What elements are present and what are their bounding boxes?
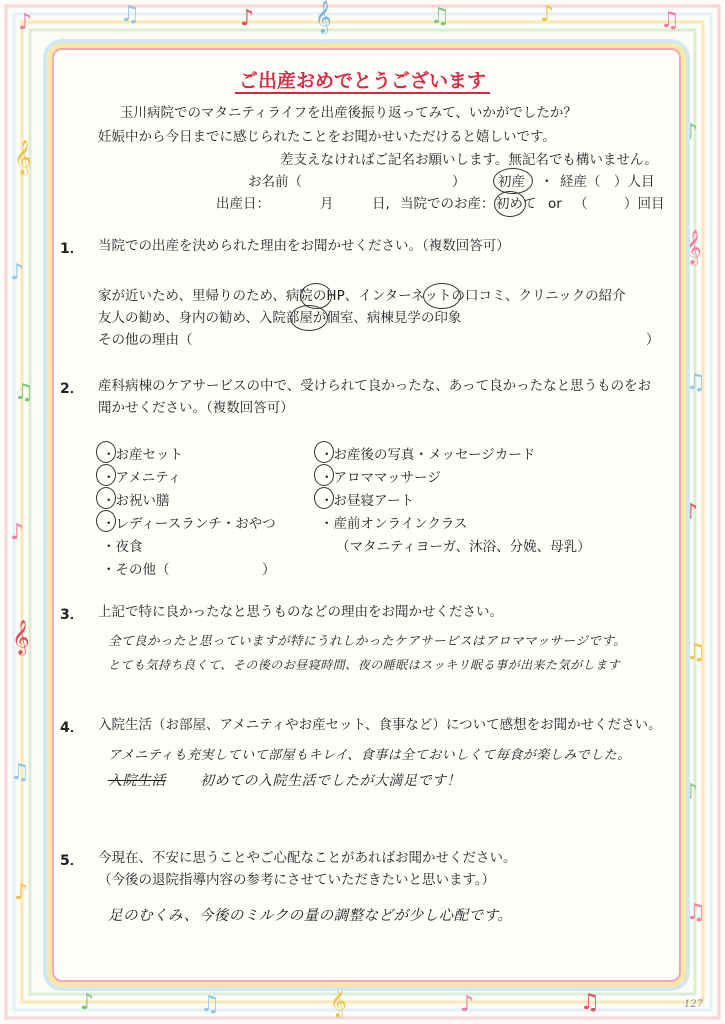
parity-separator: ・ [540,174,554,190]
music-note-icon: ♫ [10,760,30,785]
intro-line-3: 差支えなければご記名お願いします。無記名でも構いません。 [280,152,658,168]
music-note-icon: ♪ [14,880,29,905]
selected-circle [290,305,328,331]
selected-circle [314,464,334,486]
q1-number: 1． [60,241,84,257]
q5-question: 今現在、不安に思うことやご心配なことがあればお聞かせください。 [98,850,517,866]
music-note-icon: ♪ [80,990,95,1015]
music-note-icon: ♫ [430,4,450,29]
music-note-icon: ♪ [684,500,699,525]
q1-other-label: その他の理由（ [98,332,193,348]
q4-answer-line-2: 初めての入院生活でしたが大満足です！ [200,773,461,789]
selected-circle [423,283,461,309]
q2-number: 2． [60,381,84,397]
selected-circle [494,191,526,217]
name-field-close: ） [452,174,466,190]
times-close: ）回目 [624,196,665,212]
name-label: お名前（ [248,174,302,190]
q2-option-right-detail: （マタニティヨーガ、沐浴、分娩、母乳） [336,539,591,555]
q4-answer-struck: 入院生活 [108,773,166,789]
first-time-option[interactable]: 初めて [496,196,537,212]
treble-clef-icon: 𝄞 [12,620,30,655]
q4-answer-line-1: アメニティも充実していて部屋もキレイ、食事は全ておいしくて毎食が楽しみでした。 [108,748,631,763]
q2-option-left[interactable]: ・お産セット [102,447,183,463]
q2-option-left[interactable]: ・その他（ [102,562,170,578]
intro-line-1: 玉川病院でのマタニティライフを出産後振り返ってみて、いかがでしたか？ [120,105,577,121]
q5-subtext: （今後の退院指導内容の参考にさせていただきたいと思います。） [98,872,496,888]
treble-clef-icon: 𝄞 [14,140,32,175]
q4-question: 入院生活（お部屋、アメニティやお産セット、食事など）について感想をお聞かせください。 [98,717,662,733]
music-note-icon: ♫ [120,2,140,27]
music-note-icon: ♪ [240,6,255,31]
treble-clef-icon: 𝄞 [684,230,702,265]
music-note-icon: ♫ [686,900,706,925]
music-note-icon: ♫ [14,380,34,405]
q3-answer-line-2: とても気持ち良くて、その後のお昼寝時間、夜の睡眠はスッキリ眠る事が出来た気がします [108,658,621,672]
q2-option-left[interactable]: ・お祝い膳 [102,493,170,509]
q5-number: 5． [60,853,84,869]
times-open: （ [574,196,588,212]
q2-question-line-2: 聞かせください。（複数回答可） [98,400,294,416]
music-note-icon: ♪ [540,2,555,27]
selected-circle [96,487,116,509]
q1-options-line-2: 友人の勧め、身内の勧め、入院部屋が個室、病棟見学の印象 [98,310,462,326]
parity-first[interactable]: 初産 [498,174,525,190]
q2-option-left[interactable]: ・夜食 [102,539,143,555]
music-note-icon: ♫ [580,990,600,1015]
q1-other-close: ） [646,332,660,348]
q2-question-line-1: 産科病棟のケアサービスの中で、受けられて良かったな、あって良かったなと思うものをお [98,378,652,394]
music-note-icon: ♪ [684,120,699,145]
music-note-icon: ♫ [200,992,220,1017]
music-note-icon: ♪ [10,260,25,285]
selected-circle [96,441,116,463]
q2-option-right[interactable]: ・お産後の写真・メッセージカード [320,447,536,463]
selected-circle [96,464,116,486]
q3-answer-line-1: 全て良かったと思っていますが特にうれしかったケアサービスはアロママッサージです。 [108,633,627,648]
q2-option-left[interactable]: ・レディースランチ・おやつ [102,516,276,532]
parity-multi[interactable]: 経産（ ）人目 [560,174,655,190]
music-note-icon: ♪ [10,520,25,545]
q4-number: 4． [60,720,84,736]
selected-circle [96,510,116,532]
birth-day: 日, [372,196,390,212]
q2-option-right[interactable]: ・お昼寝アート [320,493,415,509]
music-note-icon: ♫ [686,640,706,665]
q2-option-right[interactable]: ・産前オンラインクラス [320,516,468,532]
or-label: or [548,196,562,212]
page-number: 127 [683,999,703,1010]
selected-circle [314,487,334,509]
birth-date-label: 出産日： [216,196,270,212]
music-note-icon: ♫ [686,370,706,395]
music-note-icon: ♪ [460,992,475,1017]
q1-options-line-1: 家が近いため、里帰りのため、病院のHP、インターネットの口コミ、クリニックの紹介 [98,288,626,304]
music-note-icon: ♪ [18,10,33,35]
music-note-icon: ♪ [684,780,699,805]
q3-number: 3． [60,607,84,623]
treble-clef-icon: 𝄞 [315,0,332,33]
page-title: ご出産おめでとうございます [0,66,725,93]
q2-option-right[interactable]: ・アロママッサージ [320,470,441,486]
selected-circle [314,441,334,463]
q3-question: 上記で特に良かったなと思うものなどの理由をお聞かせください。 [98,604,503,620]
q2-other-close: ） [262,562,276,578]
selected-circle [493,168,533,194]
music-note-icon: ♫ [660,8,680,33]
this-hospital-label: 当院でのお産： [400,196,495,212]
intro-line-2: 妊娠中から今日までに感じられたことをお聞かせいただけると嬉しいです。 [98,129,556,145]
treble-clef-icon: 𝄞 [330,984,347,1017]
q1-question: 当院での出産を決められた理由をお聞かせください。（複数回答可） [98,238,510,254]
birth-month: 月 [320,196,334,212]
q5-answer: 足のむくみ、今後のミルクの量の調整などが少し心配です。 [108,908,513,924]
q2-option-left[interactable]: ・アメニティ [102,470,182,486]
